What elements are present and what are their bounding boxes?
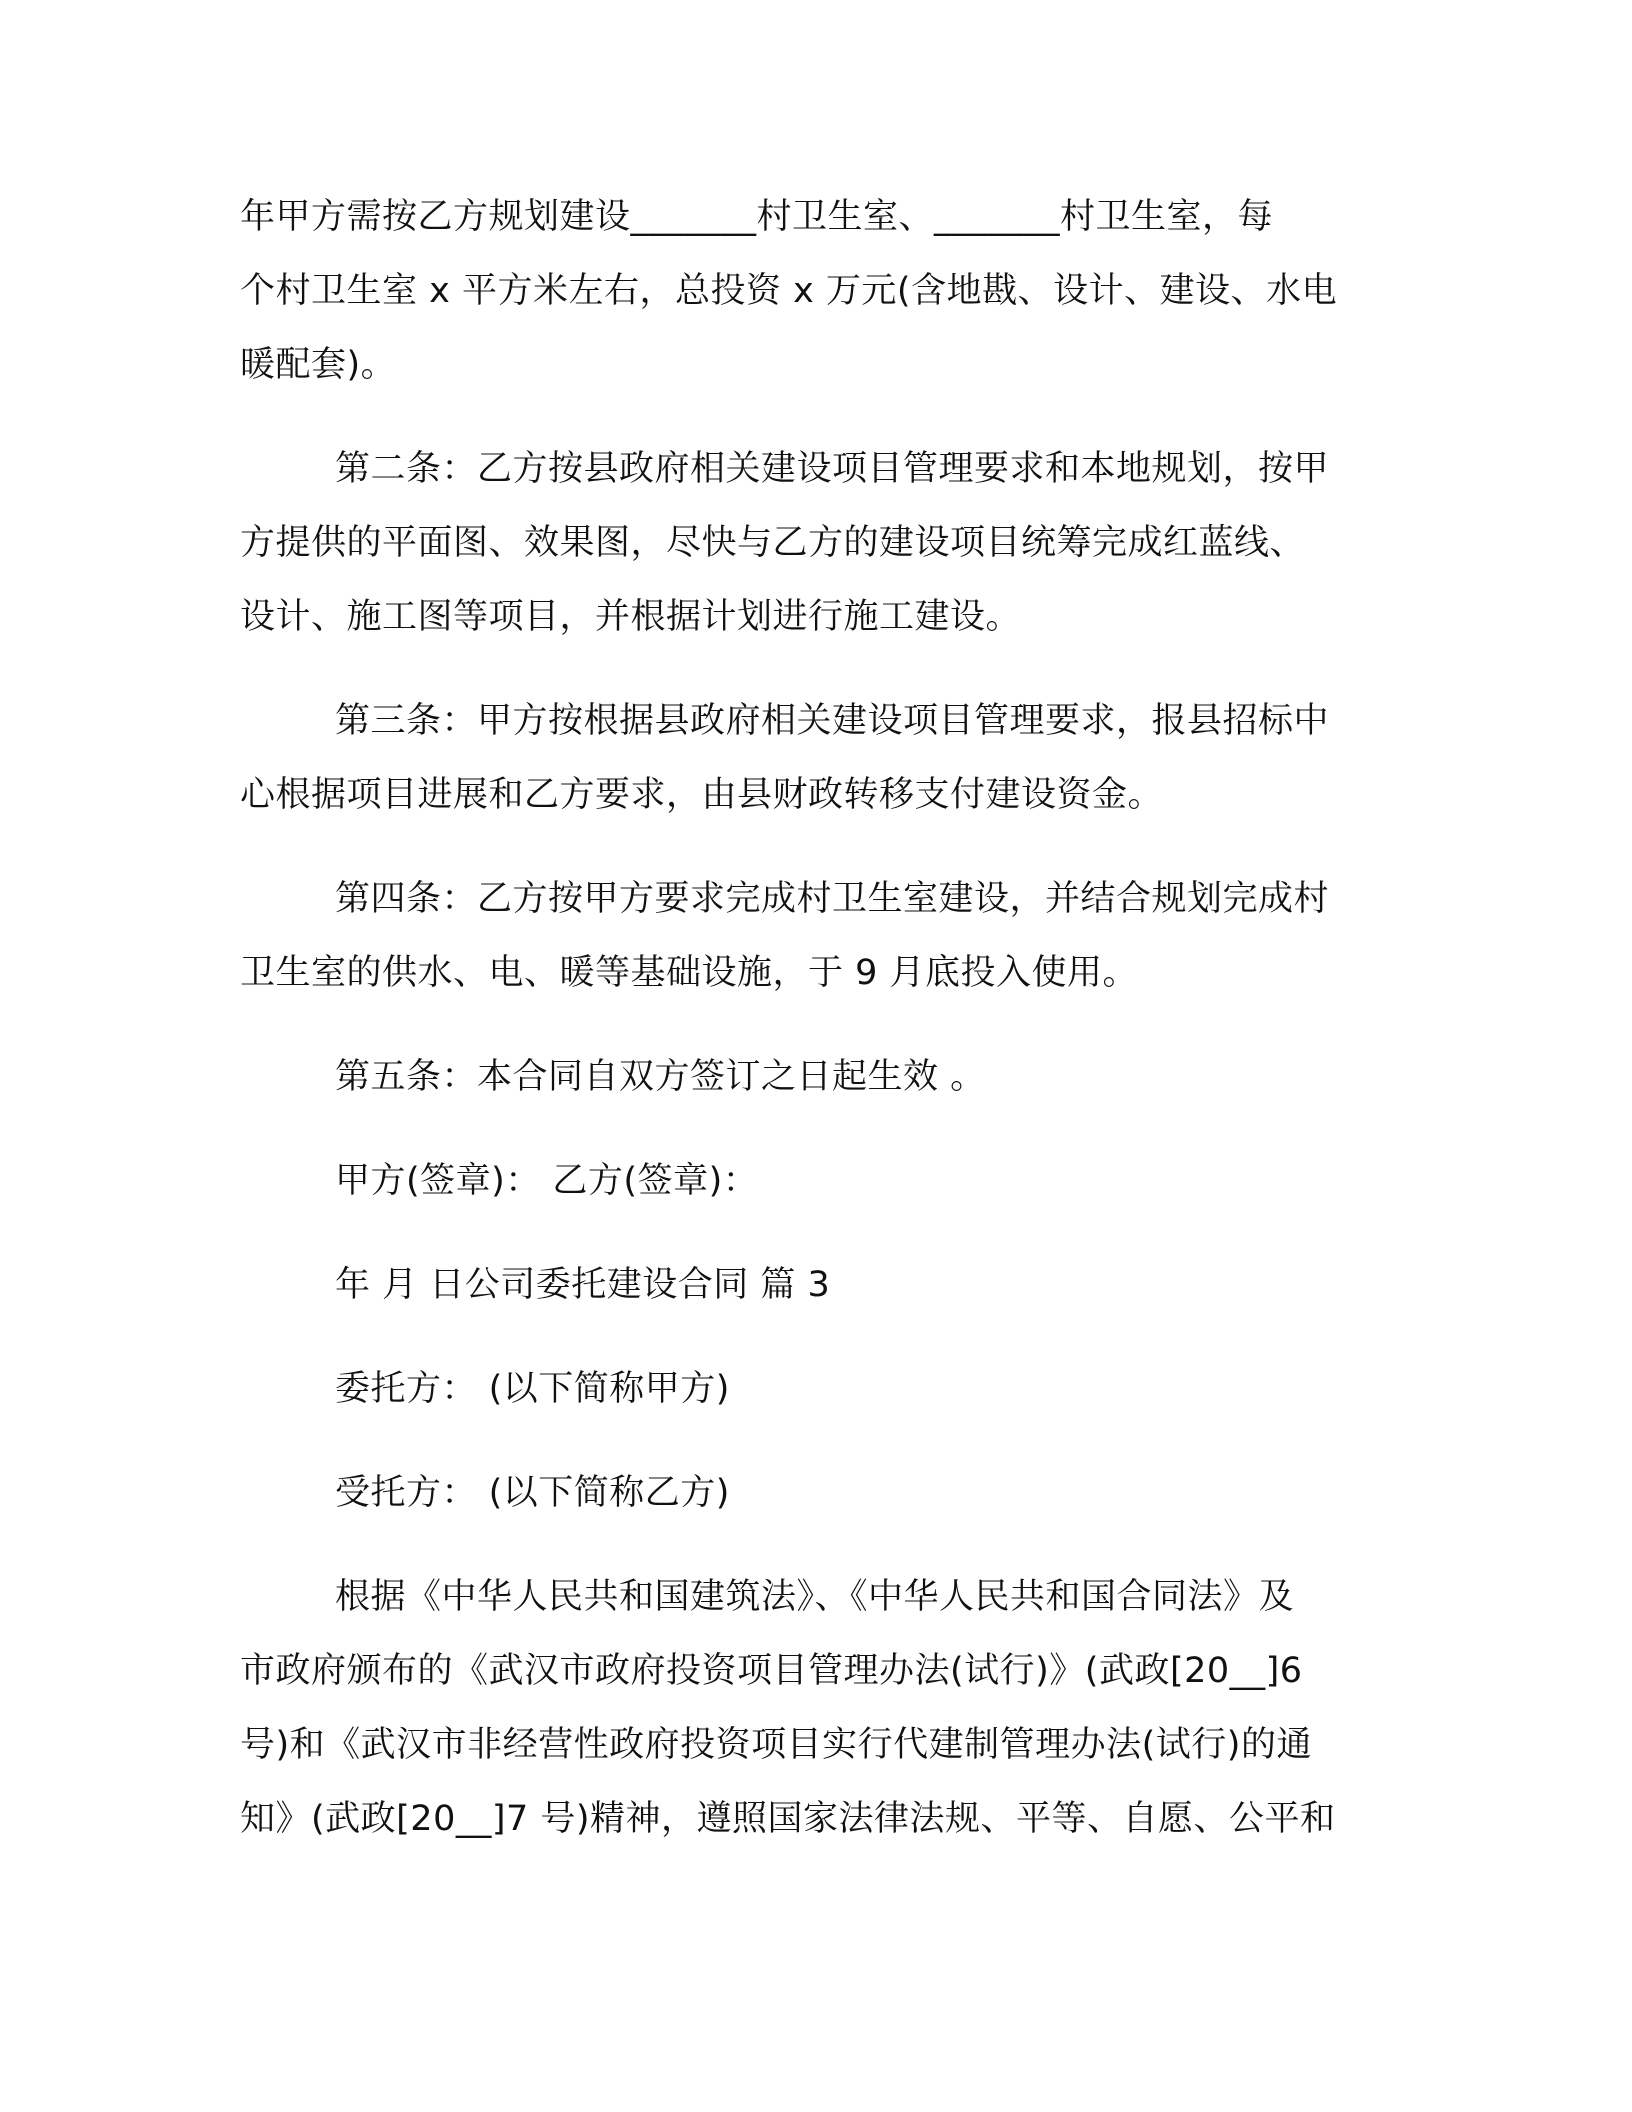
text-line: 方提供的平面图、效果图，尽快与乙方的建设项目统筹完成红蓝线、	[240, 523, 1306, 563]
clause-5-line: 第五条：本合同自双方签订之日起生效 。	[335, 1057, 986, 1097]
text-line: 号)和《武汉市非经营性政府投资项目实行代建制管理办法(试行)的通	[240, 1725, 1312, 1765]
text-line: 卫生室的供水、电、暖等基础设施，于 9 月底投入使用。	[240, 953, 1139, 993]
text-line: 心根据项目进展和乙方要求，由县财政转移支付建设资金。	[240, 775, 1164, 815]
contractor-party-line: 受托方： (以下简称乙方)	[335, 1473, 730, 1513]
basis-paragraph-line: 根据《中华人民共和国建筑法》、《中华人民共和国合同法》及	[335, 1577, 1295, 1617]
text-line: 市政府颁布的《武汉市政府投资项目管理办法(试行)》(武政[20__]6	[240, 1651, 1303, 1691]
client-party-line: 委托方： (以下简称甲方)	[335, 1369, 730, 1409]
text-line: 年甲方需按乙方规划建设_______村卫生室、_______村卫生室，每	[240, 197, 1274, 237]
text-line: 设计、施工图等项目，并根据计划进行施工建设。	[240, 597, 1022, 637]
clause-2-line: 第二条：乙方按县政府相关建设项目管理要求和本地规划，按甲	[335, 449, 1330, 489]
document-body	[240, 180, 1380, 1856]
clause-3-line: 第三条：甲方按根据县政府相关建设项目管理要求，报县招标中	[335, 701, 1330, 741]
text-line: 知》(武政[20__]7 号)精神，遵照国家法律法规、平等、自愿、公平和	[240, 1799, 1336, 1839]
clause-4-line: 第四条：乙方按甲方要求完成村卫生室建设，并结合规划完成村	[335, 879, 1330, 919]
section-title: 年 月 日公司委托建设合同 篇 3	[335, 1265, 831, 1305]
text-line: 个村卫生室 x 平方米左右，总投资 x 万元(含地戡、设计、建设、水电	[240, 271, 1338, 311]
text-line: 暖配套)。	[240, 345, 397, 385]
signature-line: 甲方(签章)： 乙方(签章)：	[335, 1161, 759, 1201]
